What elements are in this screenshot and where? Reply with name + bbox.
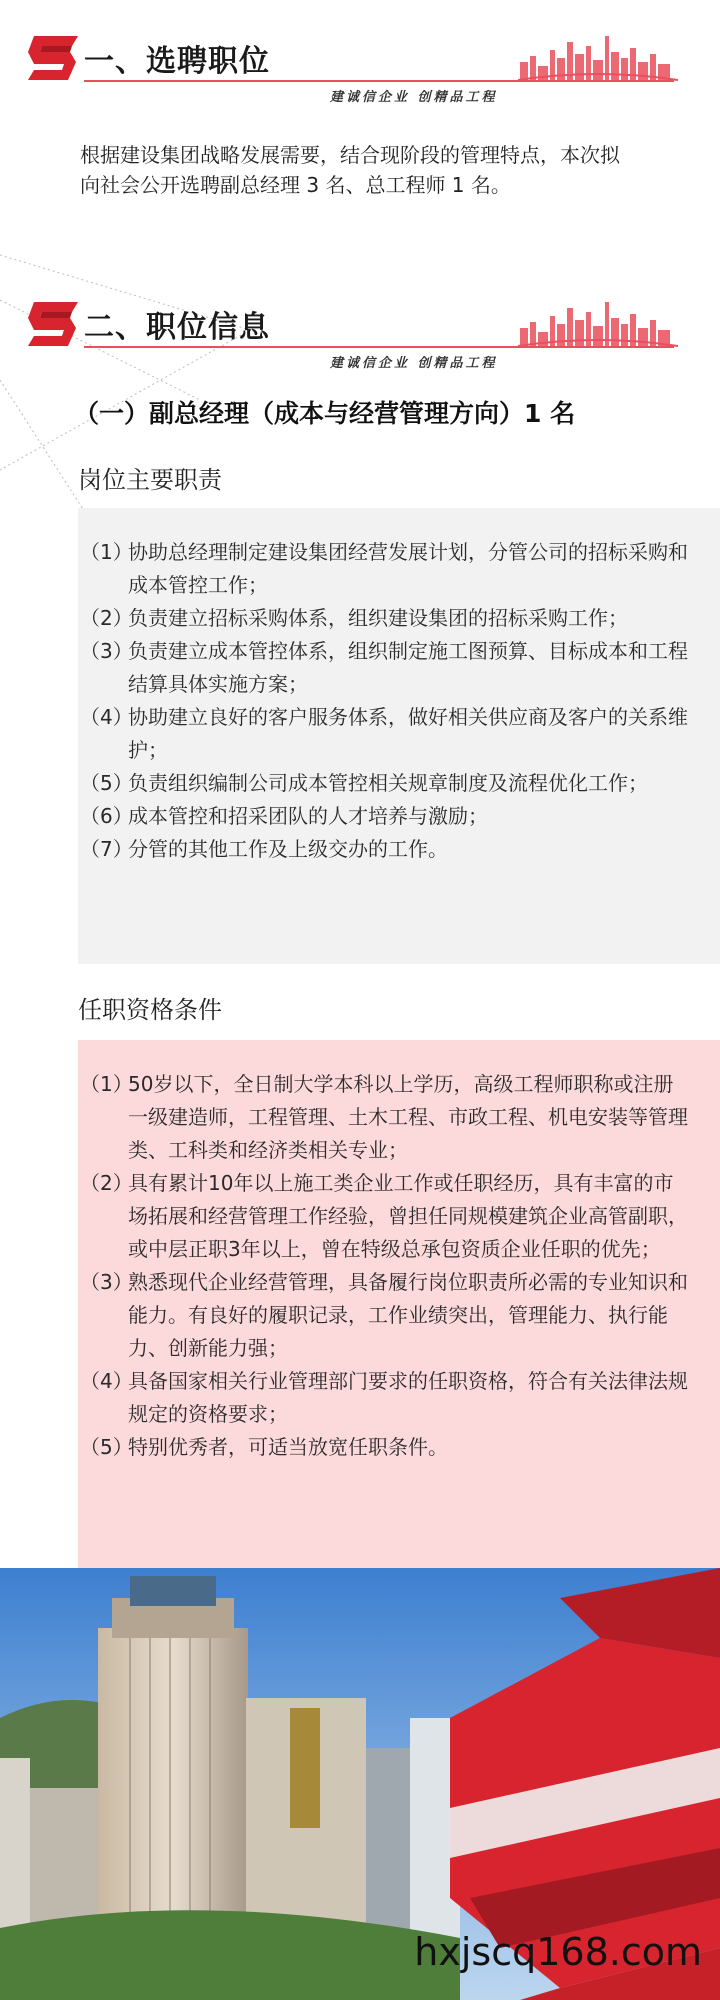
city-skyline-icon — [518, 28, 678, 82]
section-header-1 — [0, 28, 720, 118]
qualifications-panel — [78, 1040, 720, 1568]
item-number: （2） — [80, 1171, 133, 1195]
s-logo-icon — [26, 34, 82, 82]
duties-heading: 岗位主要职责 — [78, 466, 222, 494]
item-text: 熟悉现代企业经营管理，具备履行岗位职责所必需的专业知识和能力。有良好的履职记录，工作业绩突出，管理能力、执行能力、创新能力强； — [128, 1270, 688, 1360]
list-item — [80, 1431, 690, 1464]
item-number: （4） — [80, 1369, 133, 1393]
slogan: 建诚信企业 创精品工程 — [330, 356, 498, 371]
duties-list — [78, 536, 690, 866]
item-number: （5） — [80, 1435, 133, 1459]
list-item — [80, 1167, 690, 1266]
item-number: （6） — [80, 804, 133, 828]
item-text: 成本管控和招采团队的人才培养与激励； — [128, 804, 488, 828]
item-number: （1） — [80, 1072, 133, 1096]
list-item — [80, 767, 690, 800]
list-item — [80, 833, 690, 866]
position-title: （一）副总经理（成本与经营管理方向）1 名 — [74, 399, 576, 428]
item-number: （5） — [80, 771, 133, 795]
slogan: 建诚信企业 创精品工程 — [330, 90, 498, 105]
list-item — [80, 800, 690, 833]
item-number: （2） — [80, 606, 133, 630]
item-text: 50岁以下，全日制大学本科以上学历，高级工程师职称或注册一级建造师，工程管理、土木工程、市政工程、机电安装等管理类、工科类和经济类相关专业； — [128, 1072, 688, 1162]
list-item — [80, 1068, 690, 1167]
item-text: 具备国家相关行业管理部门要求的任职资格，符合有关法律法规规定的资格要求； — [128, 1369, 688, 1426]
duties-panel — [78, 508, 720, 964]
section-header-2 — [0, 294, 720, 384]
s-logo-icon — [26, 300, 82, 348]
list-item — [80, 701, 690, 767]
list-item — [80, 1365, 690, 1431]
item-text: 协助总经理制定建设集团经营发展计划，分管公司的招标采购和成本管控工作； — [128, 540, 688, 597]
item-number: （1） — [80, 540, 133, 564]
item-number: （4） — [80, 705, 133, 729]
item-text: 负责建立招标采购体系，组织建设集团的招标采购工作； — [128, 606, 628, 630]
section-title: 二、职位信息 — [84, 310, 270, 345]
item-text: 具有累计10年以上施工类企业工作或任职经历，具有丰富的市场拓展和经营管理工作经验，曾担任同规模建筑企业高管副职，或中层正职3年以上，曾在特级总承包资质企业任职的优先； — [128, 1171, 688, 1261]
item-number: （3） — [80, 639, 133, 663]
item-number: （7） — [80, 837, 133, 861]
city-skyline-icon — [518, 294, 678, 348]
list-item — [80, 635, 690, 701]
watermark: hxjscq168.com — [414, 1930, 702, 1974]
item-text: 分管的其他工作及上级交办的工作。 — [128, 837, 448, 861]
item-text: 负责组织编制公司成本管控相关规章制度及流程优化工作； — [128, 771, 648, 795]
intro-paragraph: 根据建设集团战略发展需要，结合现阶段的管理特点，本次拟向社会公开选聘副总经理 3 名、总工程师 1 名。 — [80, 143, 620, 197]
item-number: （3） — [80, 1270, 133, 1294]
item-text: 特别优秀者，可适当放宽任职条件。 — [128, 1435, 448, 1459]
qualifications-heading: 任职资格条件 — [78, 996, 222, 1024]
item-text: 协助建立良好的客户服务体系，做好相关供应商及客户的关系维护； — [128, 705, 688, 762]
list-item — [80, 602, 690, 635]
section-title: 一、选聘职位 — [84, 44, 270, 79]
list-item — [80, 1266, 690, 1365]
list-item — [80, 536, 690, 602]
qualifications-list — [78, 1068, 690, 1464]
item-text: 负责建立成本管控体系，组织制定施工图预算、目标成本和工程结算具体实施方案； — [128, 639, 688, 696]
